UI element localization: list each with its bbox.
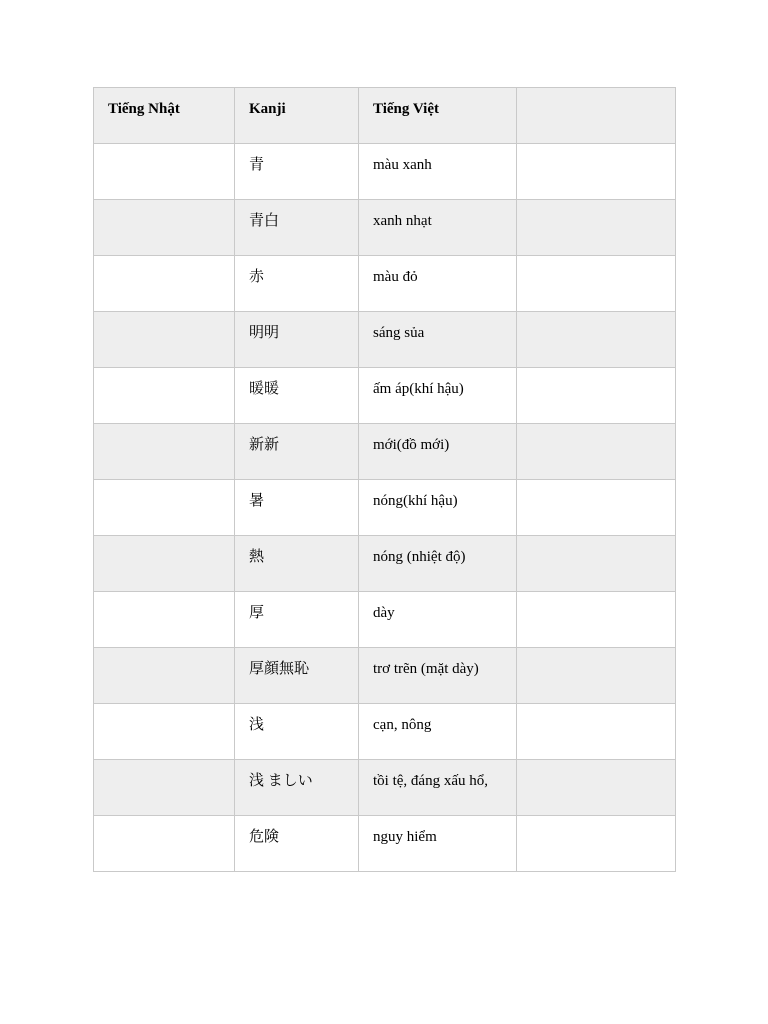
cell-japanese (94, 704, 235, 760)
cell-japanese (94, 536, 235, 592)
cell-extra (517, 368, 676, 424)
table-row (94, 760, 676, 816)
cell-kanji: 熱 (235, 536, 359, 592)
table-body (94, 144, 676, 872)
cell-vietnamese: màu xanh (359, 144, 517, 200)
cell-extra (517, 480, 676, 536)
header-extra (517, 88, 676, 144)
cell-kanji: 暑 (235, 480, 359, 536)
cell-vietnamese: dày (359, 592, 517, 648)
cell-vietnamese: sáng sủa (359, 312, 517, 368)
cell-extra (517, 256, 676, 312)
cell-extra (517, 704, 676, 760)
cell-vietnamese: tồi tệ, đáng xấu hổ, (359, 760, 517, 816)
cell-japanese (94, 144, 235, 200)
cell-japanese (94, 312, 235, 368)
table-row (94, 704, 676, 760)
cell-japanese (94, 424, 235, 480)
cell-kanji: 明明 (235, 312, 359, 368)
cell-kanji: 浅 (235, 704, 359, 760)
table-row (94, 816, 676, 872)
table-row (94, 592, 676, 648)
cell-extra (517, 592, 676, 648)
header-row (94, 88, 676, 144)
table-row (94, 648, 676, 704)
cell-japanese (94, 480, 235, 536)
cell-vietnamese: xanh nhạt (359, 200, 517, 256)
cell-extra (517, 312, 676, 368)
cell-extra (517, 536, 676, 592)
cell-extra (517, 648, 676, 704)
cell-kanji: 厚 (235, 592, 359, 648)
cell-japanese (94, 256, 235, 312)
cell-kanji: 青白 (235, 200, 359, 256)
cell-kanji: 厚顔無恥 (235, 648, 359, 704)
cell-vietnamese: nóng(khí hậu) (359, 480, 517, 536)
cell-japanese (94, 368, 235, 424)
header-kanji: Kanji (235, 88, 359, 144)
cell-japanese (94, 760, 235, 816)
cell-vietnamese: mới(đồ mới) (359, 424, 517, 480)
cell-extra (517, 760, 676, 816)
cell-kanji: 赤 (235, 256, 359, 312)
cell-extra (517, 144, 676, 200)
cell-vietnamese: nguy hiểm (359, 816, 517, 872)
cell-vietnamese: trơ trẽn (mặt dày) (359, 648, 517, 704)
cell-extra (517, 200, 676, 256)
header-japanese: Tiếng Nhật (94, 88, 235, 144)
cell-kanji: 新新 (235, 424, 359, 480)
table-header (94, 88, 676, 144)
cell-japanese (94, 816, 235, 872)
table-row (94, 424, 676, 480)
table-row (94, 144, 676, 200)
cell-japanese (94, 200, 235, 256)
cell-kanji: 浅 ましい (235, 760, 359, 816)
table-row (94, 200, 676, 256)
cell-vietnamese: màu đỏ (359, 256, 517, 312)
cell-extra (517, 816, 676, 872)
cell-kanji: 危険 (235, 816, 359, 872)
cell-vietnamese: nóng (nhiệt độ) (359, 536, 517, 592)
table-row (94, 368, 676, 424)
table-row (94, 480, 676, 536)
cell-vietnamese: ấm áp(khí hậu) (359, 368, 517, 424)
cell-vietnamese: cạn, nông (359, 704, 517, 760)
header-vietnamese: Tiếng Việt (359, 88, 517, 144)
vocabulary-table (93, 87, 676, 872)
cell-japanese (94, 592, 235, 648)
table-row (94, 312, 676, 368)
cell-japanese (94, 648, 235, 704)
cell-extra (517, 424, 676, 480)
table-row (94, 256, 676, 312)
table-row (94, 536, 676, 592)
cell-kanji: 青 (235, 144, 359, 200)
cell-kanji: 暖暖 (235, 368, 359, 424)
